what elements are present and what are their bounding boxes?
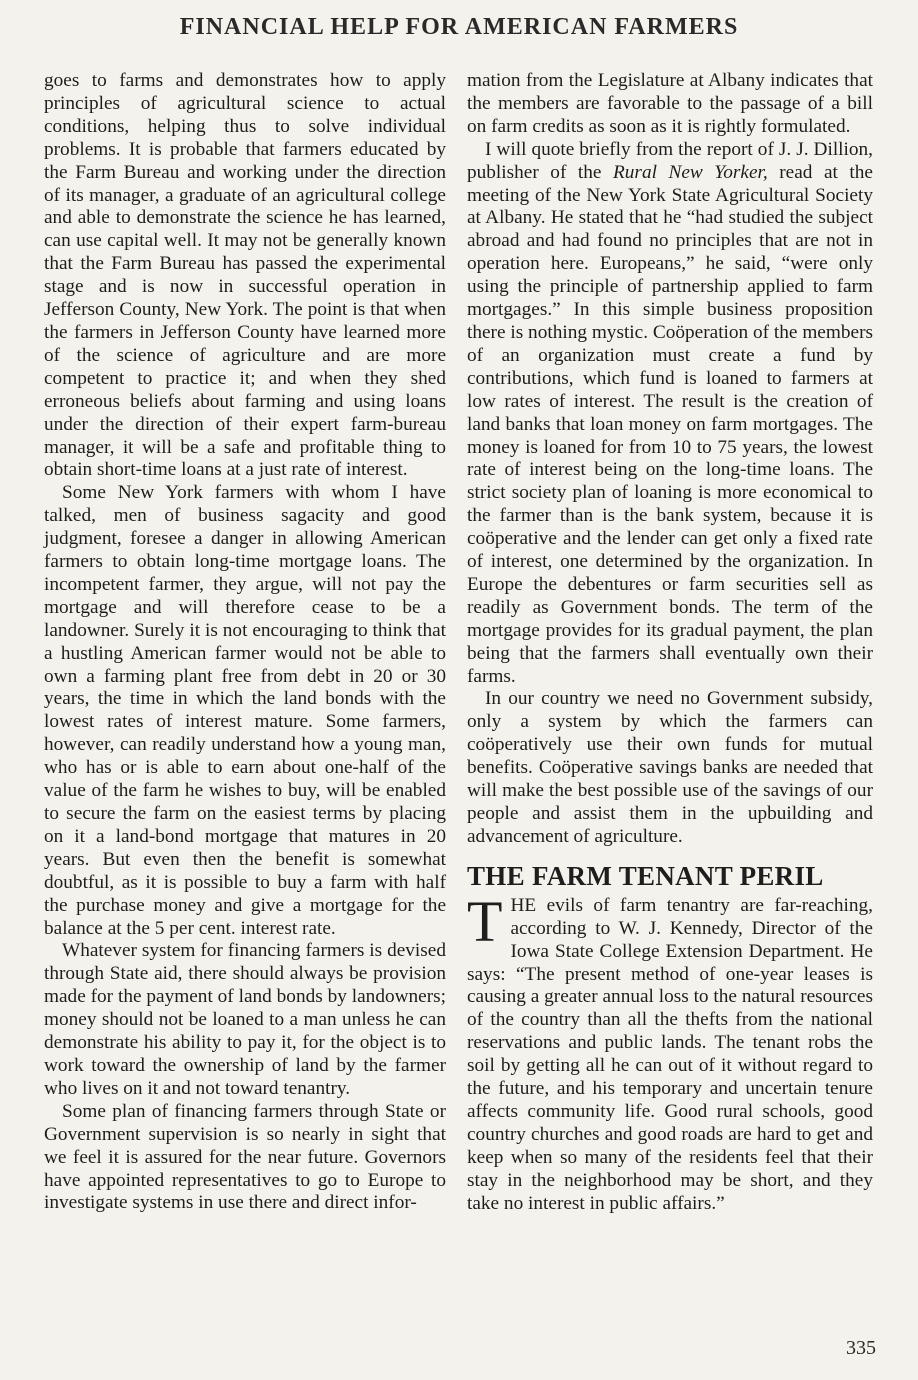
left-column [44,70,446,1215]
publication-title: Rural New Yorker, [613,161,768,183]
page-number: 335 [846,1337,876,1359]
text-span: HE evils of farm tenantry are far-reaching, according to W. J. Kennedy, Director of the Iowa State College Extension Department. He says: “The present method of one-year leases is causing a greater annual loss to the natural resources of the country than all the thefts from the national reservations and public lands. The tenant robs the soil by getting all he can out of it without regard to the future, and his temporary and uncertain tenure affects community life. Good rural schools, good country churches and good roads are hard to get and keep when so many of the residents feel that their stay in the neighborhood may be short, and they take no interest in public affairs.” [467,894,873,1214]
drop-cap: T [467,888,503,954]
paragraph [467,888,873,1216]
text-span: read at the meeting of the New York State Agricultural Society at Albany. He stated that he “had studied the subject abroad and had found no principles that are not in operation here. Europeans,” he said, “were only using the principle of partnership applied to farm mortgages.” In this simple business proposition there is nothing mystic. Coöperation of the members of an organization must create a fund by contributions, which fund is loaned to farmers at low rates of interest. The result is the creation of land banks that loan money on farm mortgages. The money is loaned for from 10 to 75 years, the lowest rate of interest being on the long-time loans. The strict society plan of loaning is more economical to the farmer than is the bank system, because it is coöperative and the lender can get only a fixed rate of interest, one determined by the organization. In Europe the debentures or farm securities sell as readily as Government bonds. The term of the mortgage provides for its gradual payment, the plan being that the farmers shall eventually own their farms. [467,161,873,687]
paragraph: Some New York farmers with whom I have talked, men of business sagacity and good judgment, foresee a danger in allowing American farmers to obtain long-time mortgage loans. The incompetent farmer, they argue, will not pay the mortgage and will therefore cease to be a landowner. Surely it is not encouraging to think that a hustling American farmer would not be able to own a farming plant free from debt in 20 or 30 years, the time in which the land bonds with the lowest rates of interest mature. Some farmers, however, can readily understand how a young man, who has or is able to earn about one-half of the value of the farm he wishes to buy, will be enabled to secure the farm on the easiest terms by placing on it a land-bond mortgage that matures in 20 years. But even then the benefit is somewhat doubtful, as it is possible to buy a farm with half the purchase money and give a mortgage for the balance at the 5 per cent. interest rate. [44,482,446,939]
text-span: I will quote briefly from the report of J. J. Dillion, publisher of the [467,138,873,183]
paragraph: Whatever system for financing farmers is devised through State aid, there should always be provision made for the payment of land bonds by landowners; money should not be loaned to a man unless he can demonstrate his ability to pay it, for the object is to work toward the ownership of land by the farmer who lives on it and not toward tenantry. [44,940,446,1099]
paragraph: In our country we need no Government subsidy, only a system by which the farmers can coöperatively use their own funds for mutual benefits. Coöperative savings banks are needed that will make the best possible use of the savings of our people and assist them in the upbuilding and advancement of agriculture. [467,688,873,847]
paragraph: Some plan of financing farmers through State or Government supervision is so nearly in sight that we feel it is assured for the near future. Governors have appointed representatives to go to Europe to investigate systems in use there and direct infor- [44,1100,446,1214]
section-title: THE FARM TENANT PERIL [467,860,824,891]
paragraph [467,139,873,689]
running-head: FINANCIAL HELP FOR AMERICAN FARMERS [179,14,739,40]
paragraph: goes to farms and demonstrates how to apply principles of agricultural science to actual conditions, helping thus to solve individual problems. It is probable that farmers educated by the Farm Bureau and working under the direction of its manager, a graduate of an agricultural college and able to demonstrate the science he has learned, can use capital well. It may not be generally known that the Farm Bureau has passed the experimental stage and is now in successful operation in Jefferson County, New York. The point is that when the farmers in Jefferson County have learned more of the science of agriculture and are more competent to practice it; and when they shed erroneous beliefs about farming and using loans under the direction of their expert farm-bureau manager, it will be a safe and profitable thing to obtain short-time loans at a just rate of interest. [44,70,446,481]
right-column [467,70,873,1216]
paragraph: mation from the Legislature at Albany indicates that the members are favorable to the passage of a bill on farm credits as soon as it is rightly formulated. [467,70,873,137]
